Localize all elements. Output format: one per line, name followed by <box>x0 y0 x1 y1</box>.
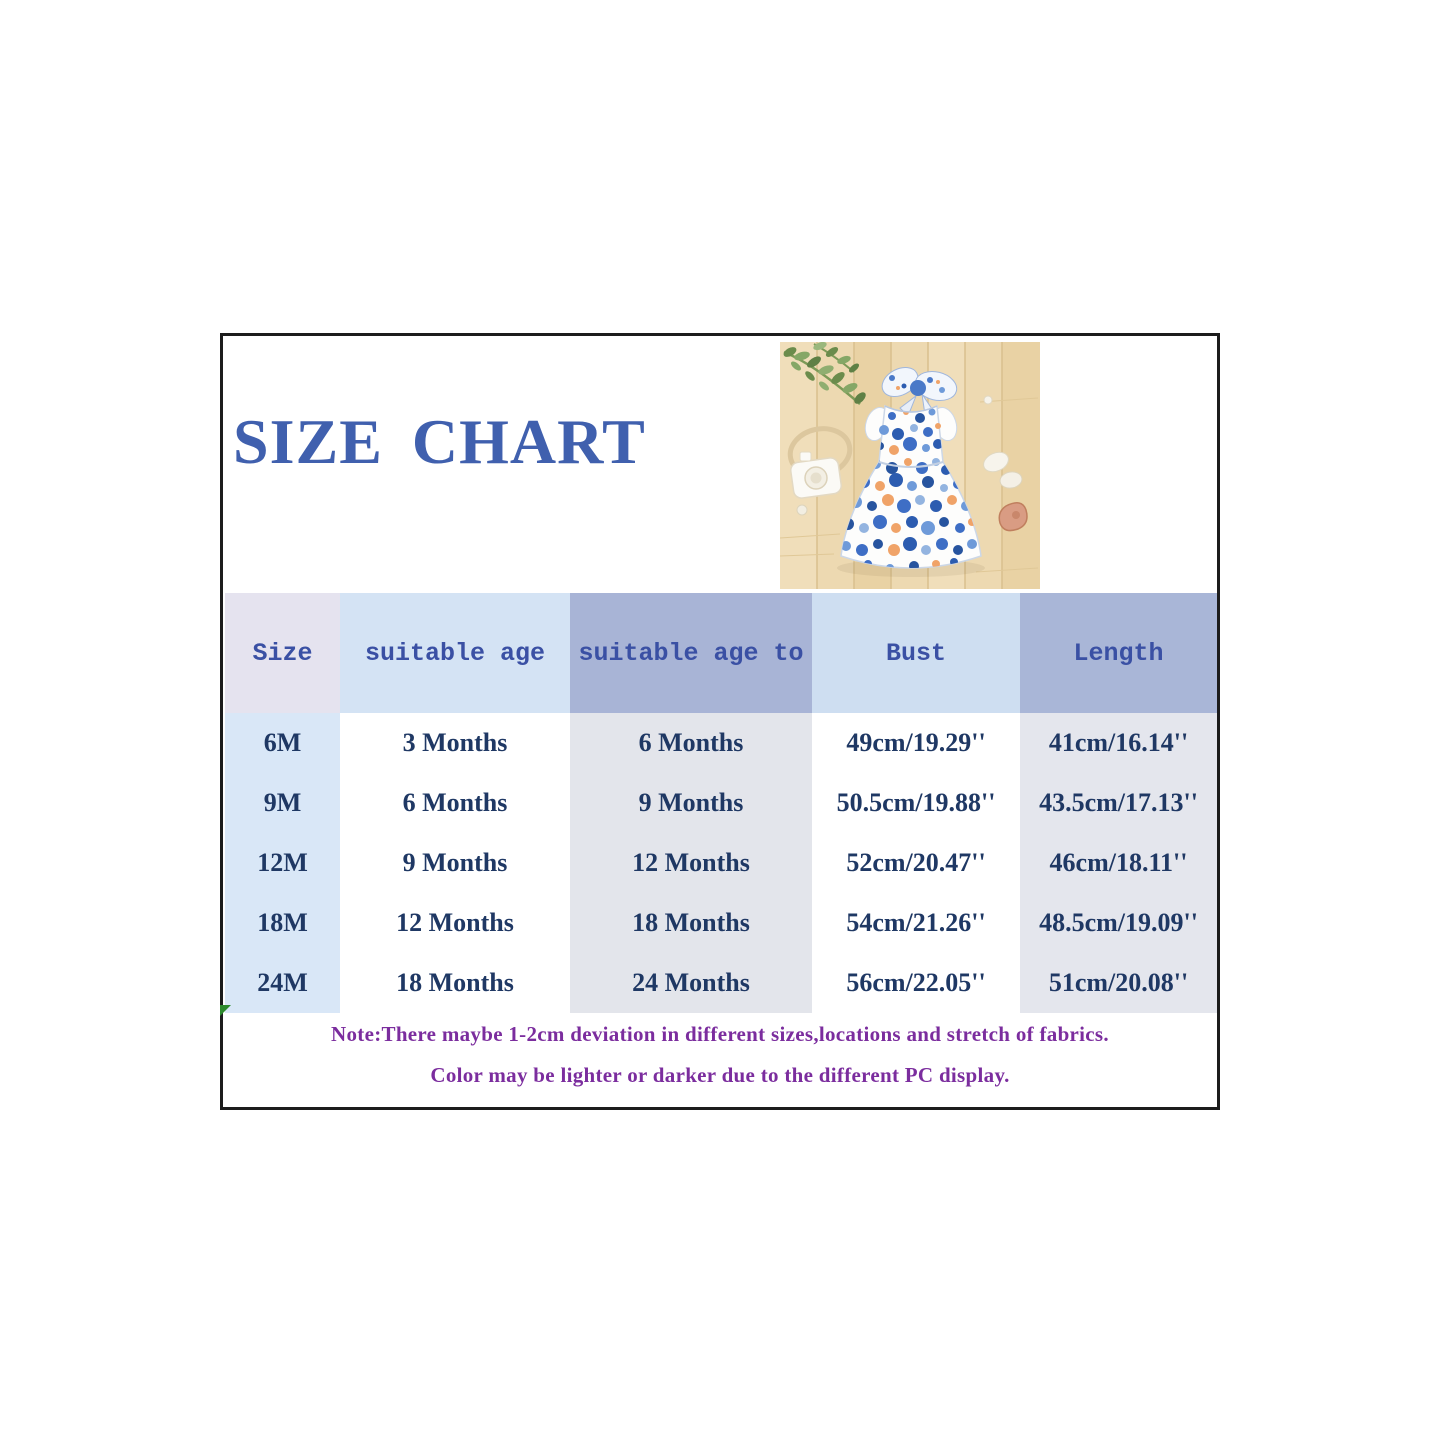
note-line-2: Color may be lighter or darker due to the different PC display. <box>430 1063 1010 1087</box>
cell-length-6m: 41cm/16.14'' <box>1020 713 1217 773</box>
cell-bust-6m: 49cm/19.29'' <box>812 713 1020 773</box>
cell-bust-12m: 52cm/20.47'' <box>812 833 1020 893</box>
cell-size-9m: 9M <box>225 773 340 833</box>
notes-block <box>223 1022 1217 1104</box>
cell-age-24m: 18 Months <box>340 953 570 1013</box>
cell-age-to-24m: 24 Months <box>570 953 812 1013</box>
cell-size-18m: 18M <box>225 893 340 953</box>
size-table <box>225 593 1217 1013</box>
cell-length-24m: 51cm/20.08'' <box>1020 953 1217 1013</box>
cell-age-12m: 9 Months <box>340 833 570 893</box>
cell-bust-18m: 54cm/21.26'' <box>812 893 1020 953</box>
column-header-size: Size <box>225 593 340 713</box>
cell-age-to-9m: 9 Months <box>570 773 812 833</box>
cell-length-18m: 48.5cm/19.09'' <box>1020 893 1217 953</box>
cell-size-24m: 24M <box>225 953 340 1013</box>
cell-age-to-18m: 18 Months <box>570 893 812 953</box>
cell-bust-9m: 50.5cm/19.88'' <box>812 773 1020 833</box>
cell-age-18m: 12 Months <box>340 893 570 953</box>
cell-age-6m: 3 Months <box>340 713 570 773</box>
cell-length-9m: 43.5cm/17.13'' <box>1020 773 1217 833</box>
column-header-bust: Bust <box>812 593 1020 713</box>
cell-bust-24m: 56cm/22.05'' <box>812 953 1020 1013</box>
column-header-suitable-age: suitable age <box>340 593 570 713</box>
cell-size-6m: 6M <box>225 713 340 773</box>
cell-age-to-6m: 6 Months <box>570 713 812 773</box>
cell-age-to-12m: 12 Months <box>570 833 812 893</box>
cell-size-12m: 12M <box>225 833 340 893</box>
cell-length-12m: 46cm/18.11'' <box>1020 833 1217 893</box>
note-line-1: Note:There maybe 1-2cm deviation in different sizes,locations and stretch of fabrics. <box>331 1022 1109 1046</box>
cell-age-9m: 6 Months <box>340 773 570 833</box>
page-title: SIZE CHART <box>233 406 646 477</box>
column-header-length: Length <box>1020 593 1217 713</box>
column-header-suitable-age-to: suitable age to <box>570 593 812 713</box>
green-corner-artifact <box>220 1005 231 1016</box>
product-photo <box>780 342 1040 589</box>
product-photo-illustration <box>780 342 1040 589</box>
chart-panel <box>220 333 1220 1110</box>
